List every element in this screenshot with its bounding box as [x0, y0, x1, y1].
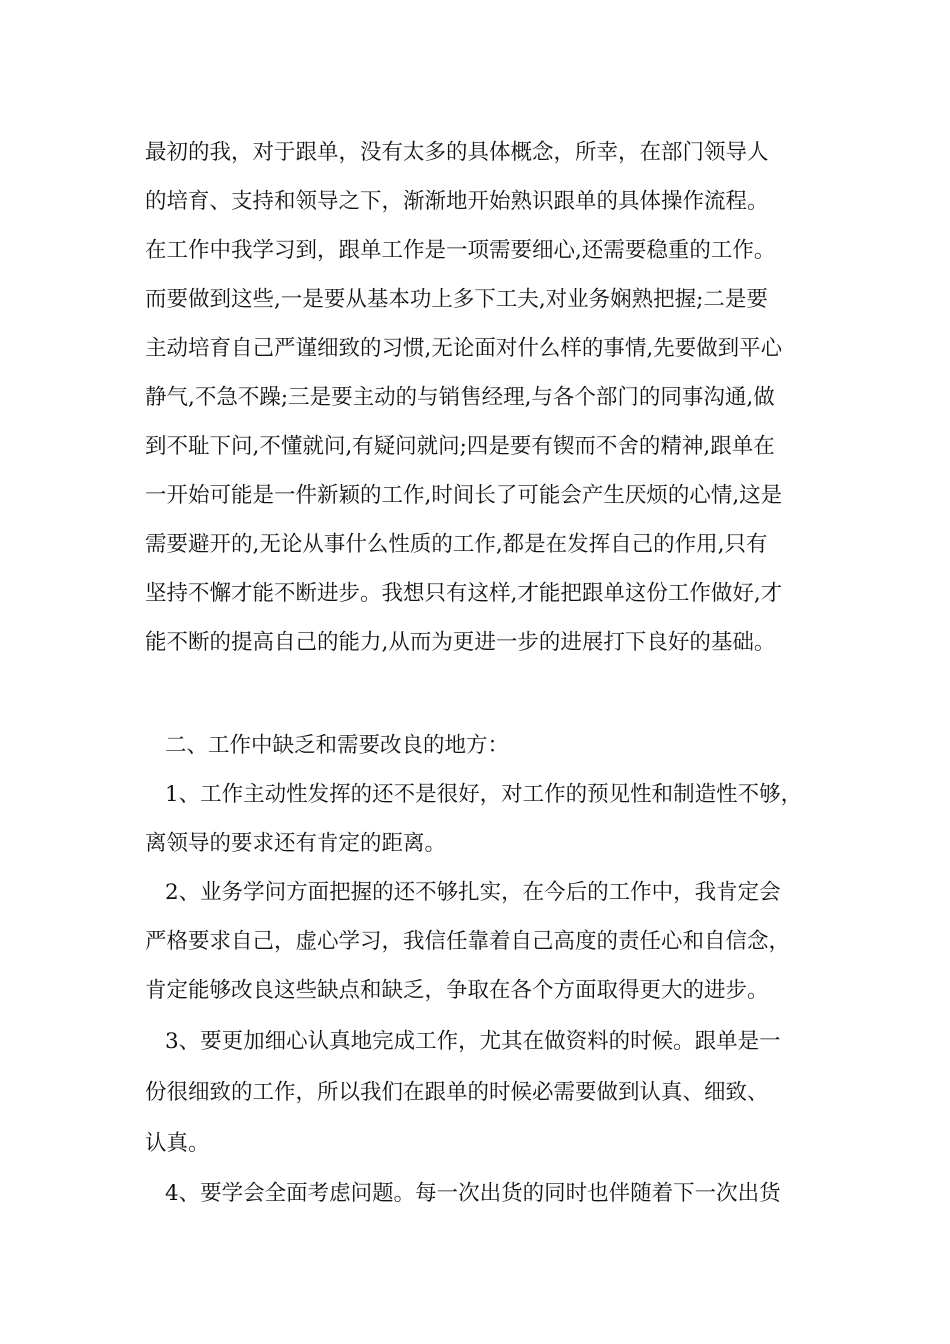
- section-heading: 二、工作中缺乏和需要改良的地方：: [165, 733, 510, 758]
- paragraph-1-line: 静气,不急不躁;三是要主动的与销售经理,与各个部门的同事沟通,做: [145, 385, 775, 410]
- paragraph-1-line: 的培育、支持和领导之下，渐渐地开始熟识跟单的具体操作流程。: [145, 189, 769, 214]
- item-4-line: 4、要学会全面考虑问题。每一次出货的同时也伴随着下一次出货: [165, 1181, 781, 1206]
- paragraph-1-line: 最初的我，对于跟单，没有太多的具体概念，所幸，在部门领导人: [145, 140, 769, 165]
- paragraph-1-line: 能不断的提高自己的能力,从而为更进一步的进展打下良好的基础。: [145, 630, 776, 655]
- paragraph-1-line: 需要避开的,无论从事什么性质的工作,都是在发挥自己的作用,只有: [145, 532, 768, 557]
- item-1-line: 离领导的要求还有肯定的距离。: [145, 831, 447, 856]
- item-3-line: 份很细致的工作，所以我们在跟单的时候必需要做到认真、细致、: [145, 1080, 769, 1105]
- paragraph-1-line: 一开始可能是一件新颖的工作,时间长了可能会产生厌烦的心情,这是: [145, 483, 783, 508]
- item-2-line: 2、业务学问方面把握的还不够扎实，在今后的工作中，我肯定会: [165, 880, 781, 905]
- item-3-line: 认真。: [145, 1131, 210, 1156]
- item-2-line: 严格要求自己，虚心学习，我信任靠着自己高度的责任心和自信念，: [145, 929, 791, 954]
- item-3-line: 3、要更加细心认真地完成工作，尤其在做资料的时候。跟单是一: [165, 1029, 781, 1054]
- paragraph-1-line: 到不耻下问,不懂就问,有疑问就问;四是要有锲而不舍的精神,跟单在: [145, 434, 775, 459]
- paragraph-1-line: 在工作中我学习到，跟单工作是一项需要细心,还需要稳重的工作。: [145, 238, 776, 263]
- paragraph-1-line: 主动培育自己严谨细致的习惯,无论面对什么样的事情,先要做到平心: [145, 336, 783, 361]
- paragraph-1-line: 而要做到这些,一是要从基本功上多下工夫,对业务娴熟把握;二是要: [145, 287, 768, 312]
- paragraph-1-line: 坚持不懈才能不断进步。我想只有这样,才能把跟单这份工作做好,才: [145, 581, 783, 606]
- item-2-line: 肯定能够改良这些缺点和缺乏，争取在各个方面取得更大的进步。: [145, 978, 769, 1003]
- item-1-line: 1、工作主动性发挥的还不是很好，对工作的预见性和制造性不够，: [165, 782, 803, 807]
